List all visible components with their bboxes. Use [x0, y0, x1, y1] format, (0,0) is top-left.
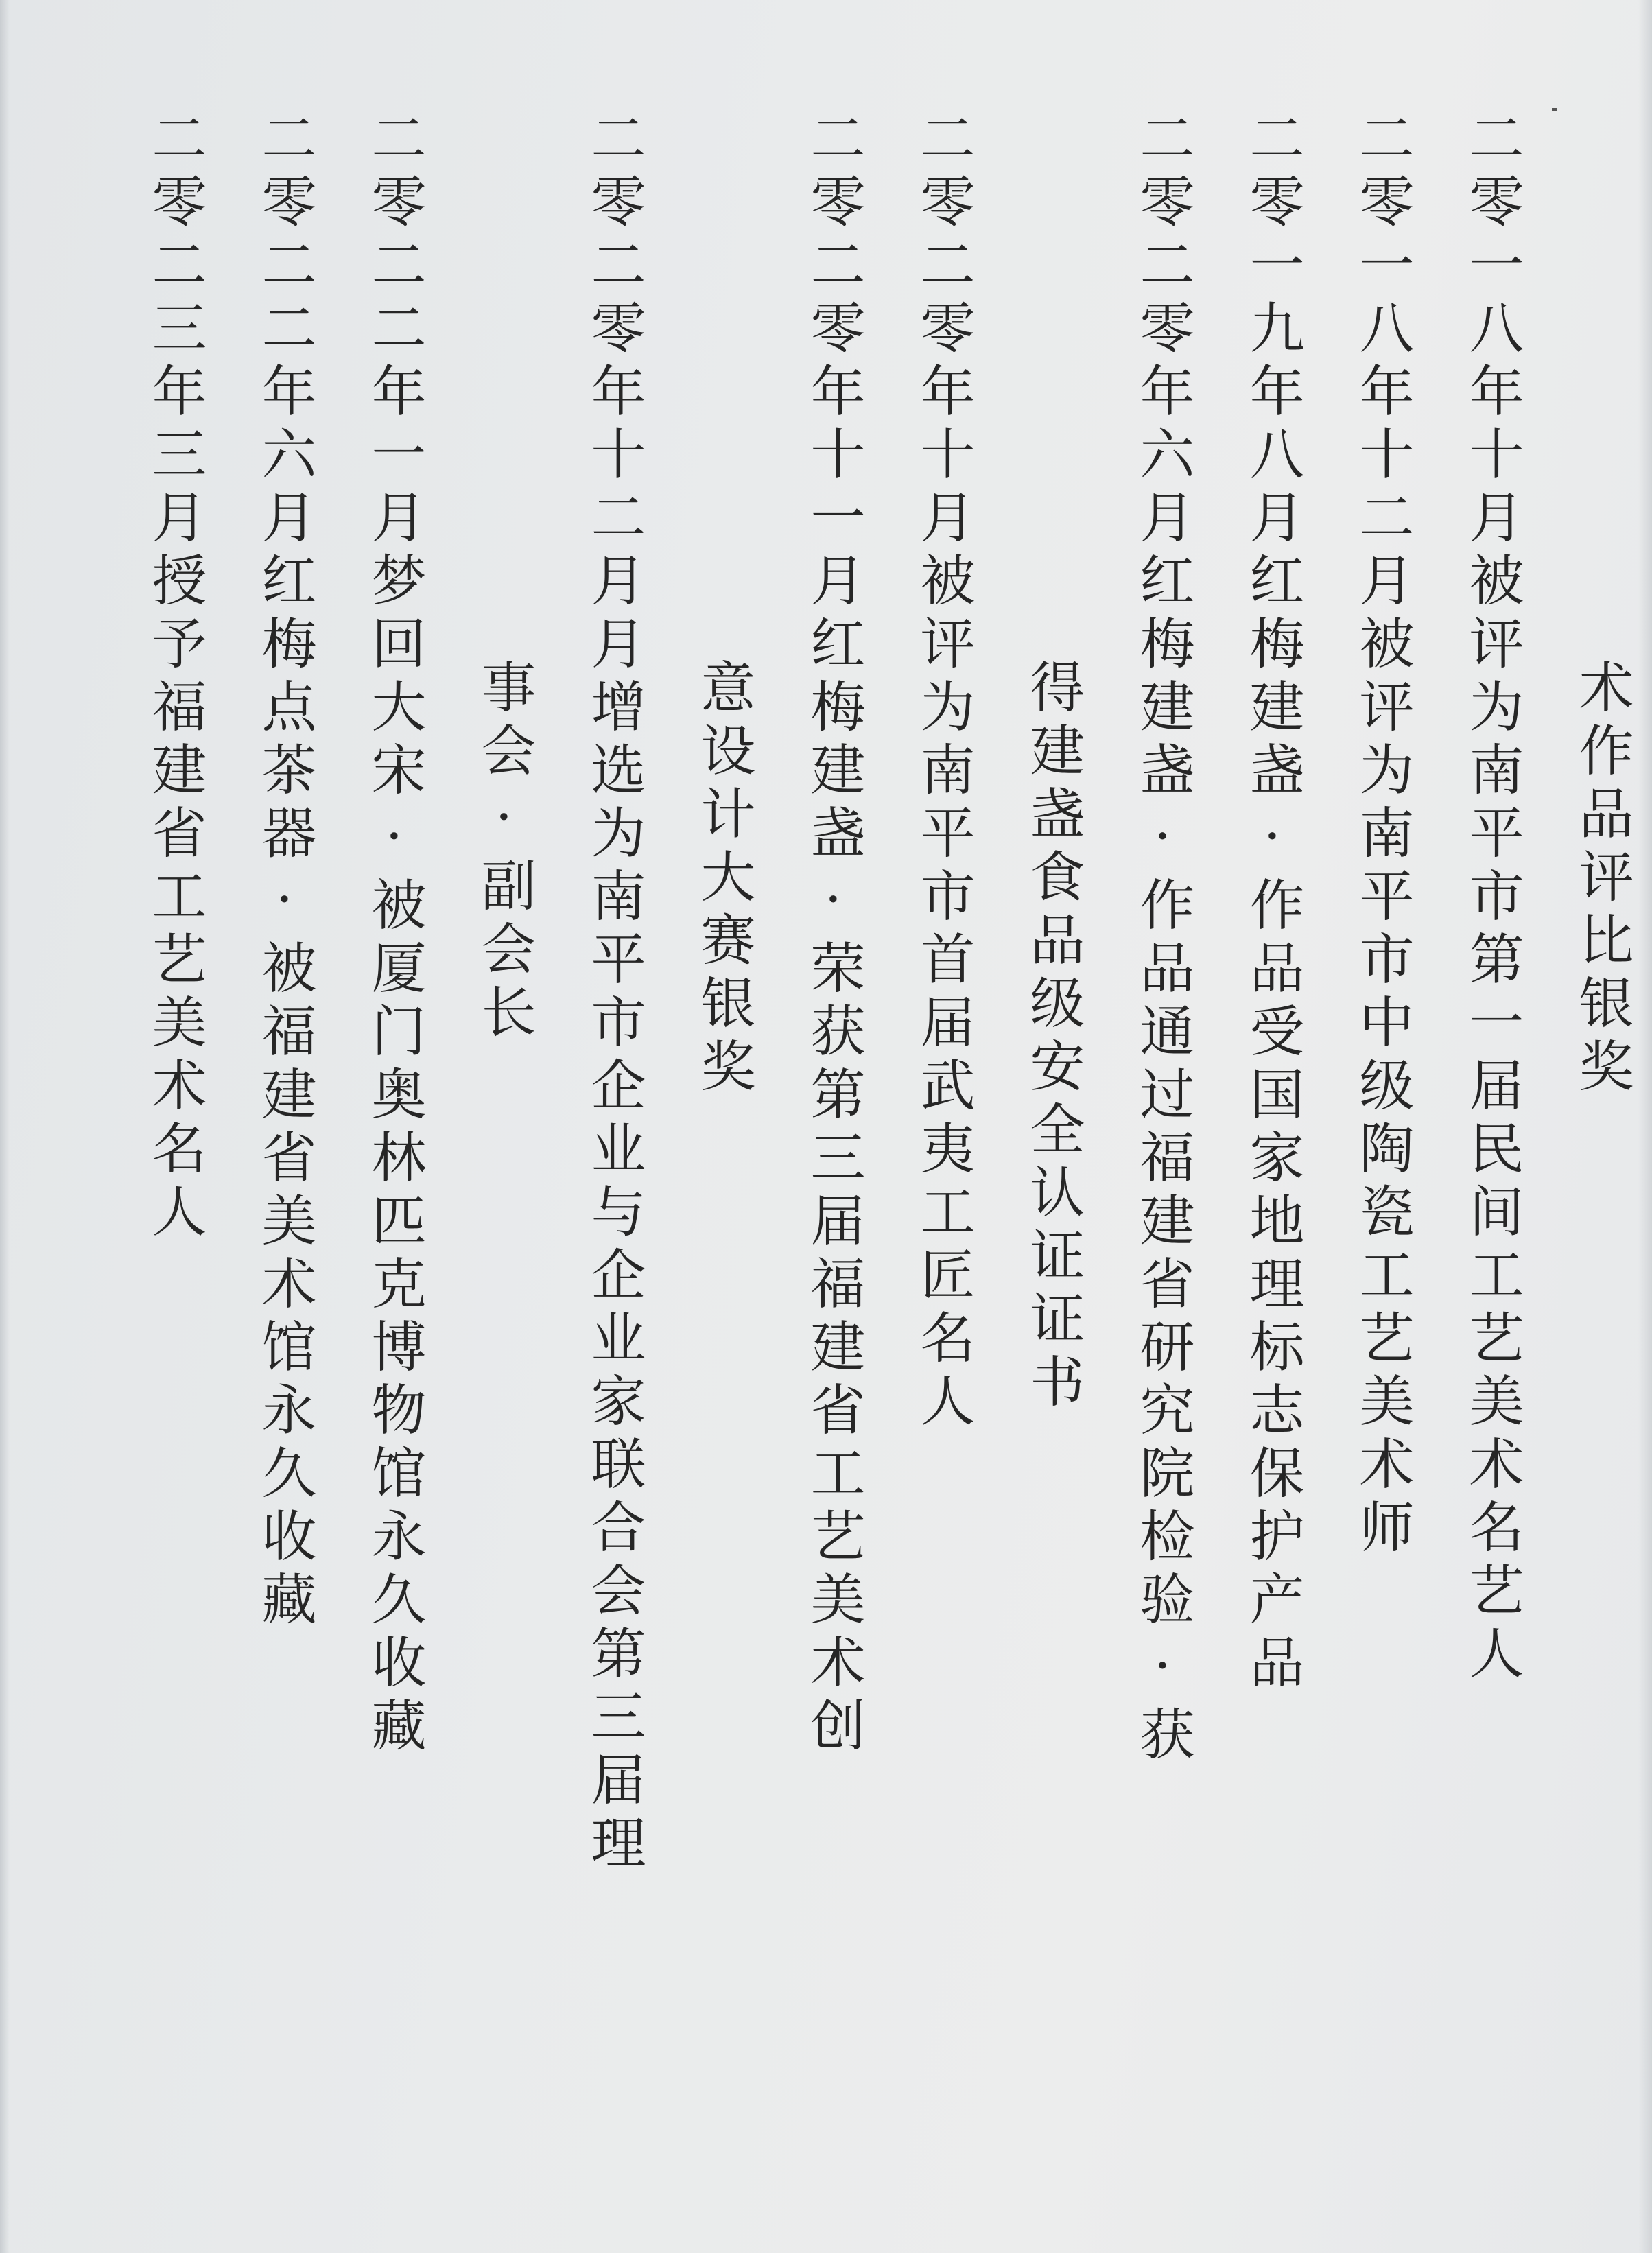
page-edge-shadow-left	[0, 0, 10, 2253]
entry-4-line-1: 二零二零年六月红梅建盏·作品通过福建省研究院检验·获	[1131, 110, 1194, 1769]
entry-10-line-1: 二零二三年三月授予福建省工艺美术名人	[143, 110, 206, 1246]
entry-6-line-1: 二零二零年十一月红梅建盏·荣获第三届福建省工艺美术创	[801, 110, 865, 1760]
entry-6-line-2: 意设计大赛银奖	[692, 659, 755, 1100]
entry-1-line-1: 二零一八年十月被评为南平市第一届民间工艺美术名艺人	[1460, 110, 1524, 1688]
entry-7-line-2: 事会·副会长	[472, 659, 536, 1046]
vertical-text-block	[117, 110, 1640, 2209]
entry-4-line-2: 得建盏食品级安全认证证书	[1021, 659, 1085, 1416]
entry-9-line-1: 二零二二年六月红梅点茶器·被福建省美术馆永久收藏	[252, 110, 316, 1633]
entry-8-line-1: 二零二二年一月梦回大宋·被厦门奥林匹克博物馆永久收藏	[362, 110, 426, 1760]
entry-5-line-1: 二零二零年十月被评为南平市首届武夷工匠名人	[911, 110, 975, 1435]
entry-2-line-1: 二零一八年十二月被评为南平市中级陶瓷工艺美术师	[1350, 110, 1414, 1561]
entry-3-line-1: 二零一九年八月红梅建盏·作品受国家地理标志保护产品	[1240, 110, 1304, 1697]
page-edge-shadow-right	[1638, 0, 1652, 2253]
entry-7-line-1: 二零二零年十二月月增选为南平市企业与企业家联合会第三届理	[582, 110, 646, 1877]
entry-1-line-2: 术作品评比银奖	[1570, 659, 1633, 1100]
